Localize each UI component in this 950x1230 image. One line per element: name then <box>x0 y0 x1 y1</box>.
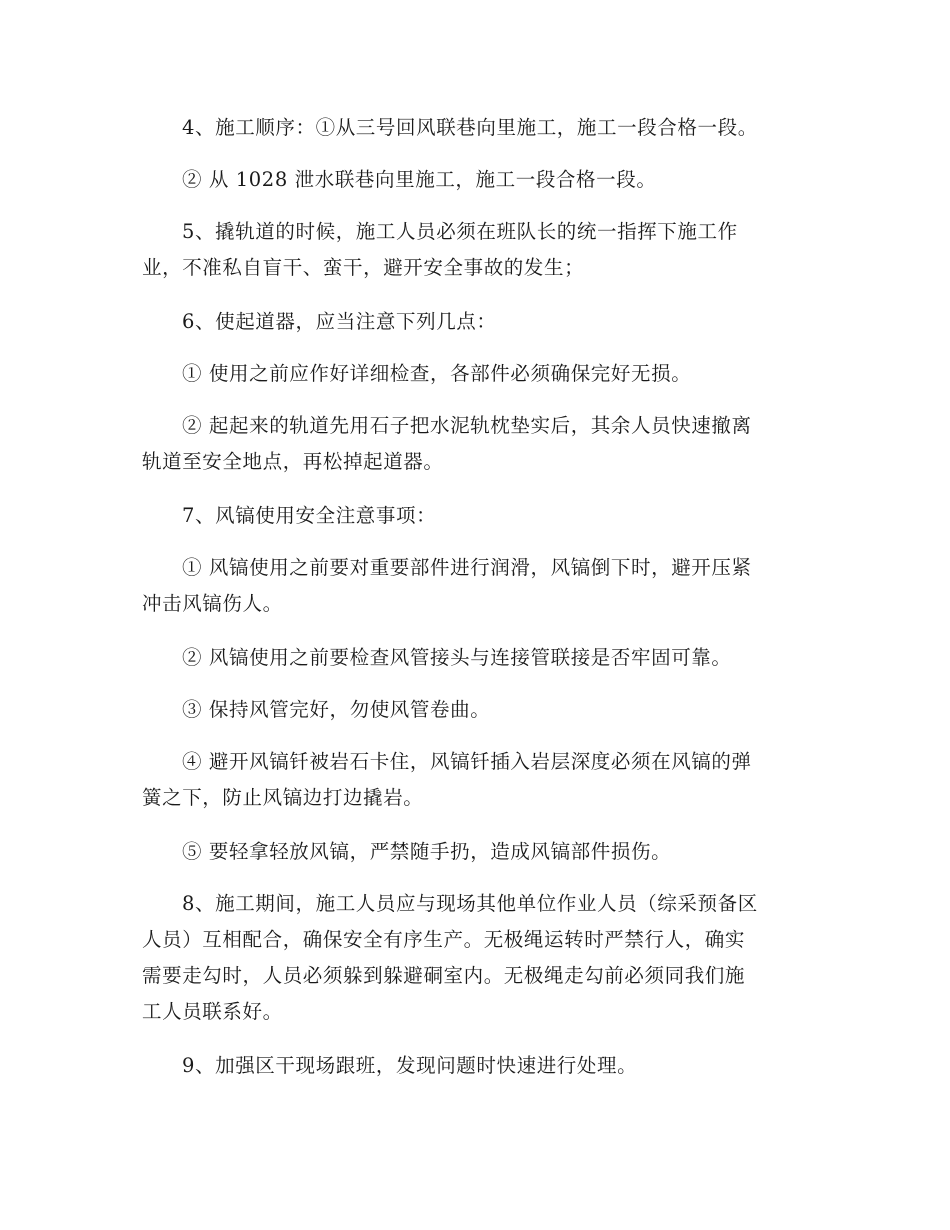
text-line: ③ 保持风管完好，勿使风管卷曲。 <box>182 698 491 721</box>
paragraph-6-sub-2 <box>142 408 812 480</box>
text-line: 需要走勾时，人员必须躲到躲避硐室内。无极绳走勾前必须同我们施 <box>142 964 746 987</box>
paragraph-5-rail-prying <box>142 214 812 286</box>
text-line: ⑤ 要轻拿轻放风镐，严禁随手扔，造成风镐部件损伤。 <box>182 840 672 863</box>
text-line: 7、风镐使用安全注意事项： <box>182 504 437 527</box>
text-line: 9、加强区干现场跟班，发现问题时快速进行处理。 <box>182 1054 638 1077</box>
text-line: 6、使起道器，应当注意下列几点： <box>182 310 497 333</box>
text-line: 5、撬轨道的时候，施工人员必须在班队长的统一指挥下施工作 <box>182 220 738 243</box>
text-line: 8、施工期间，施工人员应与现场其他单位作业人员（综采预备区 <box>182 892 758 915</box>
text-line: 业，不准私自盲干、蛮干，避开安全事故的发生； <box>142 256 585 279</box>
paragraph-7-sub-2 <box>142 640 812 676</box>
paragraph-9-supervision <box>142 1048 812 1084</box>
paragraph-7-sub-4 <box>142 744 812 816</box>
paragraph-6-sub-1 <box>142 356 812 392</box>
text-line: ② 风镐使用之前要检查风管接头与连接管联接是否牢固可靠。 <box>182 646 732 669</box>
paragraph-8-cooperation <box>142 886 812 1030</box>
text-line: ① 使用之前应作好详细检查，各部件必须确保完好无损。 <box>182 362 692 385</box>
text-line: ② 从 1028 泄水联巷向里施工，施工一段合格一段。 <box>182 168 657 191</box>
text-line: ④ 避开风镐钎被岩石卡住，风镐钎插入岩层深度必须在风镐的弹 <box>182 750 752 773</box>
paragraph-6-track-lifter <box>142 304 812 340</box>
paragraph-4-construction-order <box>142 110 812 146</box>
text-line: 工人员联系好。 <box>142 1000 283 1023</box>
text-line: 轨道至安全地点，再松掉起道器。 <box>142 450 444 473</box>
text-line: 人员）互相配合，确保安全有序生产。无极绳运转时严禁行人，确实 <box>142 928 746 951</box>
paragraph-7-pick-safety <box>142 498 812 534</box>
paragraph-4-sub-2 <box>142 162 812 198</box>
text-line: ② 起起来的轨道先用石子把水泥轨枕垫实后，其余人员快速撤离 <box>182 414 752 437</box>
paragraph-7-sub-5 <box>142 834 812 870</box>
text-line: 簧之下，防止风镐边打边撬岩。 <box>142 786 424 809</box>
text-line: ① 风镐使用之前要对重要部件进行润滑，风镐倒下时，避开压紧 <box>182 556 752 579</box>
text-line: 冲击风镐伤人。 <box>142 592 283 615</box>
text-line: 4、施工顺序：①从三号回风联巷向里施工，施工一段合格一段。 <box>182 116 758 139</box>
paragraph-7-sub-3 <box>142 692 812 728</box>
paragraph-7-sub-1 <box>142 550 812 622</box>
